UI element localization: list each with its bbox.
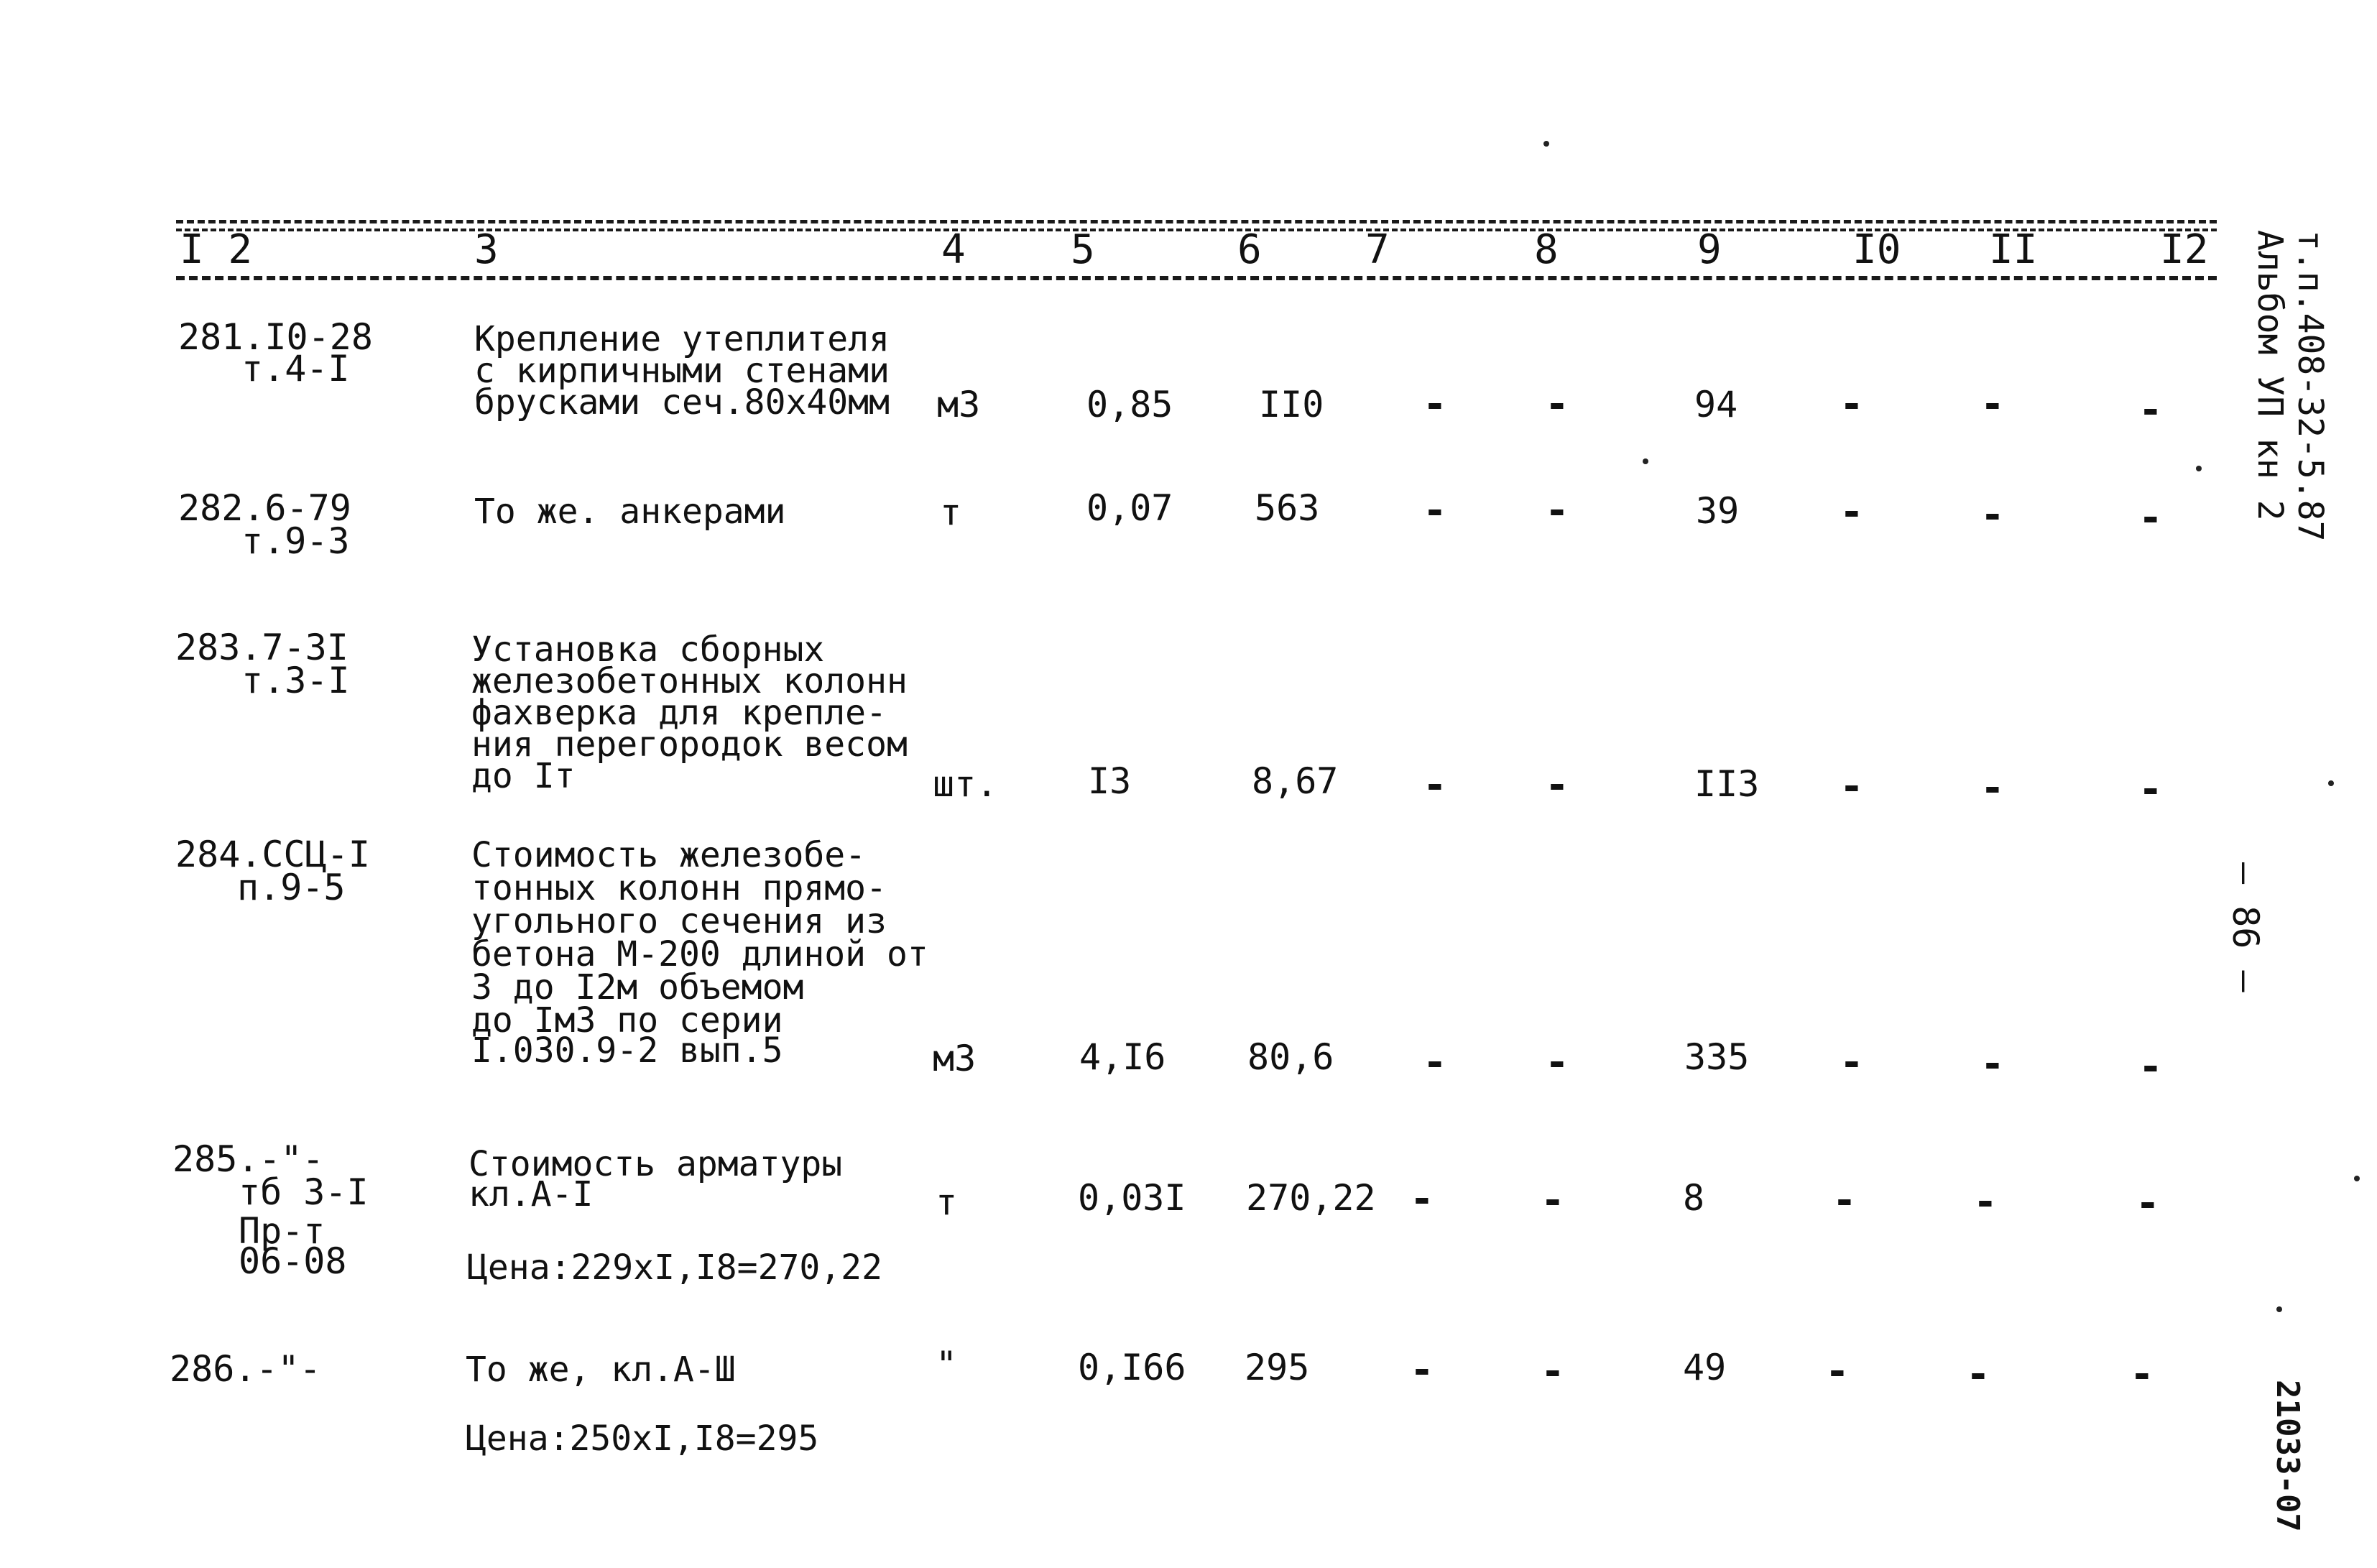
row-unit: шт. — [933, 763, 998, 805]
dash-col-8: - — [1545, 381, 1569, 428]
row-code-ref: 06-08 — [239, 1240, 347, 1282]
row-description: до Iм3 по серии — [471, 1000, 783, 1041]
dash-col-10: - — [1840, 1039, 1864, 1086]
row-price-note: Цена:250хI,I8=295 — [466, 1419, 819, 1459]
row-price: 80,6 — [1247, 1036, 1334, 1078]
row-quantity: I3 — [1088, 760, 1132, 802]
col-header-9: 9 — [1697, 226, 1722, 273]
dash-col-7: - — [1410, 1347, 1434, 1393]
row-description: железобетонных колонн — [471, 661, 908, 701]
dash-col-11: - — [1966, 1351, 1990, 1398]
row-total: 39 — [1696, 490, 1740, 532]
dash-col-12: - — [2138, 494, 2163, 541]
row-unit: м3 — [937, 384, 981, 425]
dash-col-10: - — [1840, 381, 1864, 428]
scan-speck — [2328, 780, 2334, 786]
dash-col-8: - — [1541, 1348, 1565, 1395]
row-description: Крепление утеплителя — [474, 319, 890, 359]
row-description: с кирпичными стенами — [474, 351, 890, 391]
col-header-4: 4 — [941, 226, 966, 273]
row-unit: " — [936, 1344, 958, 1385]
col-header-1-2: I 2 — [180, 226, 253, 273]
row-unit: т — [940, 492, 962, 533]
row-quantity: 0,85 — [1086, 384, 1173, 425]
dash-col-7: - — [1410, 1176, 1434, 1222]
dash-col-12: - — [2138, 1043, 2163, 1090]
row-price: II0 — [1259, 384, 1324, 425]
album-reference: Альбом УП кн 2 — [2250, 230, 2290, 521]
row-description: Установка сборных — [471, 629, 825, 670]
dash-col-12: - — [2138, 766, 2163, 813]
row-code: 286.-"- — [170, 1348, 321, 1390]
col-header-6: 6 — [1237, 226, 1262, 273]
dash-col-8: - — [1545, 1039, 1569, 1086]
dash-col-12: - — [2138, 387, 2163, 433]
row-code: 282.6-79 — [178, 487, 351, 529]
row-description: бетона М-200 длиной от — [471, 934, 928, 974]
row-code-ref: п.9-5 — [237, 867, 346, 908]
header-bottom-rule — [176, 276, 2217, 280]
scan-speck — [2196, 466, 2202, 471]
page-number: — 86 — — [2225, 862, 2266, 992]
row-code-ref: Пр-т — [239, 1210, 326, 1252]
row-unit: т — [936, 1181, 958, 1223]
row-description: фахверка для крепле- — [471, 693, 887, 733]
archive-number: 21033-07 — [2269, 1380, 2306, 1532]
scan-speck — [2354, 1176, 2360, 1181]
row-quantity: 0,I66 — [1078, 1347, 1186, 1388]
dash-col-10: - — [1840, 763, 1864, 810]
scan-speck — [1643, 458, 1648, 464]
row-description: 3 до I2м объемом — [471, 967, 804, 1007]
dash-col-12: - — [2136, 1180, 2160, 1227]
dash-col-10: - — [1832, 1177, 1857, 1224]
col-header-10: I0 — [1852, 226, 1901, 273]
dash-col-8: - — [1545, 762, 1569, 808]
row-code-ref: т.3-I — [241, 660, 350, 701]
row-code-ref: т.9-3 — [241, 520, 350, 562]
row-total: 8 — [1683, 1177, 1705, 1219]
row-total: II3 — [1694, 763, 1760, 805]
dash-col-12: - — [2130, 1351, 2154, 1398]
row-description: I.030.9-2 вып.5 — [471, 1030, 783, 1071]
dash-col-7: - — [1423, 1039, 1447, 1086]
dash-col-11: - — [1980, 1041, 2005, 1087]
row-code-ref: т.4-I — [241, 348, 350, 389]
dash-col-7: - — [1423, 381, 1447, 428]
col-header-7: 7 — [1365, 226, 1390, 273]
row-price: 8,67 — [1252, 760, 1339, 802]
dash-col-10: - — [1825, 1348, 1850, 1395]
document-code: т.п.408-32-5.87 — [2290, 230, 2330, 542]
dash-col-11: - — [1980, 765, 2005, 811]
row-quantity: 0,07 — [1086, 487, 1173, 529]
row-description: тонных колонн прямо- — [471, 868, 887, 908]
row-code-ref: тб 3-I — [239, 1171, 369, 1213]
dash-col-11: - — [1980, 492, 2005, 538]
col-header-11: II — [1989, 226, 2038, 273]
row-quantity: 4,I6 — [1079, 1036, 1166, 1078]
row-price: 270,22 — [1246, 1177, 1376, 1219]
row-total: 94 — [1694, 384, 1738, 425]
row-description: до Iт — [471, 756, 576, 796]
row-description: То же, кл.А-Ш — [466, 1350, 736, 1390]
row-price-note: Цена:229хI,I8=270,22 — [467, 1248, 882, 1288]
dash-col-10: - — [1840, 489, 1864, 535]
row-unit: м3 — [933, 1038, 977, 1079]
col-header-5: 5 — [1071, 226, 1095, 273]
dash-col-8: - — [1545, 487, 1569, 534]
dash-col-11: - — [1973, 1179, 1998, 1225]
dash-col-7: - — [1423, 487, 1447, 534]
row-price: 563 — [1255, 487, 1320, 529]
scan-speck — [2276, 1306, 2282, 1312]
row-code: 285.-"- — [172, 1138, 324, 1180]
row-code: 284.ССЦ-I — [175, 834, 370, 875]
row-description: Стоимость арматуры — [469, 1144, 843, 1184]
col-header-8: 8 — [1534, 226, 1559, 273]
row-total: 49 — [1683, 1347, 1727, 1388]
row-description: ния перегородок весом — [471, 724, 908, 765]
scan-speck — [1543, 141, 1549, 147]
row-code: 281.I0-28 — [178, 316, 373, 358]
row-description: брусками сеч.80х40мм — [474, 382, 890, 423]
row-code: 283.7-3I — [175, 627, 349, 668]
row-description: Стоимость железобе- — [471, 835, 867, 875]
row-quantity: 0,03I — [1078, 1177, 1186, 1219]
col-header-12: I2 — [2160, 226, 2209, 273]
row-description: кл.А-I — [469, 1174, 594, 1214]
table-top-rule — [176, 220, 2217, 223]
dash-col-8: - — [1541, 1177, 1565, 1224]
dash-col-11: - — [1980, 381, 2005, 428]
row-price: 295 — [1245, 1347, 1310, 1388]
row-description: То же. анкерами — [474, 492, 786, 532]
row-description: угольного сечения из — [471, 901, 887, 941]
col-header-3: 3 — [474, 226, 499, 273]
row-total: 335 — [1684, 1036, 1750, 1078]
dash-col-7: - — [1423, 762, 1447, 808]
